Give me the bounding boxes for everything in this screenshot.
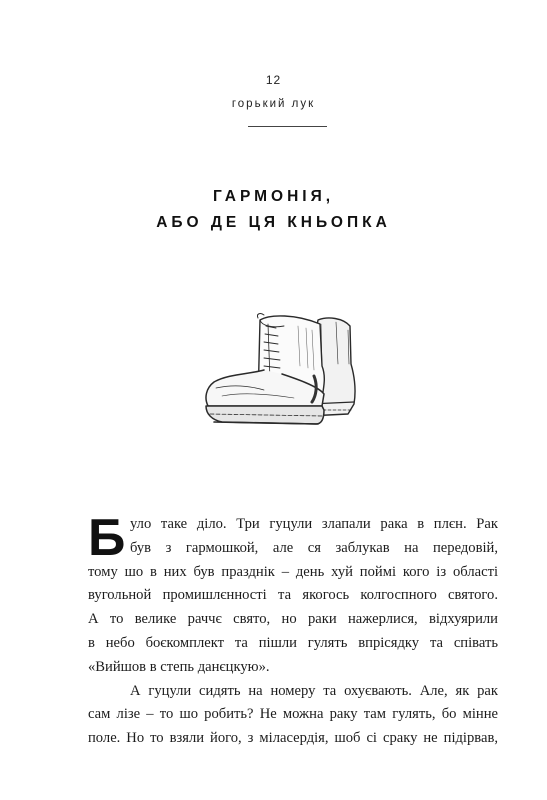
- text-line: вугольной промишлєнності та якогось колгоспного святого.: [88, 587, 498, 604]
- text-line: А гуцули сидять на номеру та охуєвають. Але, як рак: [130, 682, 498, 699]
- page-number: 12: [265, 73, 282, 87]
- text-line: «Вийшов в степь данєцкую».: [88, 658, 270, 675]
- chapter-title-line-1: ГАРМОНІЯ,: [212, 188, 335, 205]
- boots-sketch-icon: [198, 306, 360, 436]
- text-line: уло таке діло. Три гуцули злапали рака в плєн. Рак: [130, 516, 498, 532]
- text-line: тому шо в них був празднік – день хуй поймі кого із області: [88, 563, 498, 580]
- section-label: горький лук: [231, 98, 316, 110]
- drop-cap: Б: [88, 509, 126, 567]
- body-text: [88, 509, 498, 751]
- header-divider: [248, 126, 327, 127]
- text-line: був з гармошкой, але ся заблукав на передовій,: [130, 539, 498, 556]
- text-line: поле. Но то взяли його, з міласердія, шоб сі сраку не підірвав,: [88, 730, 498, 747]
- text-line: сам лізе – то шо робить? Не можна раку там гулять, бо мінне: [88, 706, 498, 723]
- text-line: А то велике раччє свято, но раки нажерлися, відхуярили: [88, 611, 498, 628]
- drop-cap-lines: [88, 509, 498, 567]
- chapter-title-line-2: АБО ДЕ ЦЯ КНЬОПКА: [156, 214, 391, 231]
- text-line: в небо боєкомплект та пішли гулять впрісядку та співать: [88, 634, 498, 651]
